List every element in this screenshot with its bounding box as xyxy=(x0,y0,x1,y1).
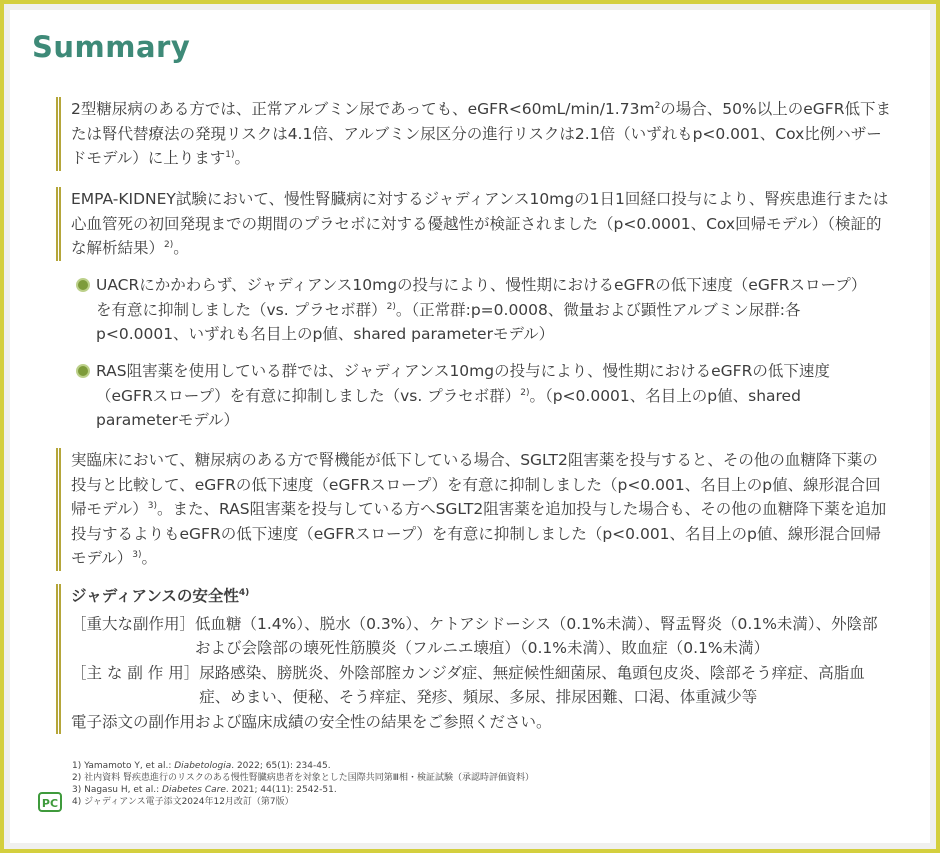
ref3-journal: Diabetes Care xyxy=(162,785,226,795)
summary-paragraph-3 xyxy=(56,448,893,571)
reference-4: 4) ジャディアンス電子添文2024年12月改訂（第7版） xyxy=(72,797,294,807)
p3-text2: 。また、RAS阻害薬を投与している方へSGLT2阻害薬を追加投与した場合も、その他の血糖降下薬を追加投与するよりもeGFRの低下速度（eGFRスロープ）を有意に抑制しました（p<0.001、名目上のp値、線形混合回帰モデル） xyxy=(71,500,887,567)
p2-end: 。 xyxy=(173,239,189,257)
ref3-authors: 3) Nagasu H, et al.: xyxy=(72,785,163,795)
b2-ref: 2) xyxy=(520,387,530,398)
reference-1 xyxy=(72,760,534,772)
p1-sup: 2 xyxy=(654,101,661,111)
p3-ref: 3) xyxy=(147,501,157,511)
safety-footer: 電子添文の副作用および臨床成績の安全性の結果をご参照ください。 xyxy=(71,712,552,731)
safety-heading-text: ジャディアンスの安全性 xyxy=(71,587,239,605)
b1-end: 。（正常群:p=0.0008、微量および顕性アルブミン尿群:各p<0.0001、いずれも名目上のp値、shared parameterモデル） xyxy=(96,300,801,343)
ref3-details: . 2021; 44(11): 2542-51. xyxy=(225,785,337,795)
pc-logo-icon xyxy=(38,792,62,812)
b1-text: UACRにかかわらず、ジャディアンス10mgの投与により、慢性期におけるeGFRの低下速度（eGFRスロープ）を有意に抑制しました（vs. プラセボ群） xyxy=(96,276,867,319)
page-title: Summary xyxy=(32,30,191,64)
bullet-uacr xyxy=(76,273,878,347)
bullet-ras xyxy=(76,359,878,433)
main-label: ［主 な 副 作 用］ xyxy=(71,663,200,682)
references xyxy=(72,760,534,808)
ref1-details: . 2022; 65(1): 234-45. xyxy=(231,761,331,771)
b1-ref: 2) xyxy=(386,301,396,312)
p3-end: 。 xyxy=(141,549,157,567)
safety-section xyxy=(56,584,893,734)
safety-ref: 4) xyxy=(238,588,250,598)
p1-end: 。 xyxy=(234,149,250,167)
reference-2: 2) 社内資料 腎疾患進行のリスクのある慢性腎臓病患者を対象とした国際共同第Ⅲ相・検証試験（承認時評価資料） xyxy=(72,773,534,783)
pc-logo-text: PC xyxy=(41,797,59,810)
serious-adverse-row xyxy=(71,612,893,661)
b2-end: 。（p<0.0001、名目上のp値、shared parameterモデル） xyxy=(96,386,801,429)
p2-text: EMPA-KIDNEY試験において、慢性腎臓病に対するジャディアンス10mgの1日1回経口投与により、腎疾患進行または心血管死の初回発現までの期間のプラセボに対する優越性が検証されました（p<0.0001、Cox回帰モデル）（検証的な解析結果） xyxy=(71,190,889,257)
main-text: 尿路感染、膀胱炎、外陰部腟カンジダ症、無症候性細菌尿、亀頭包皮炎、陰部そう痒症、高脂血症、めまい、便秘、そう痒症、発疹、頻尿、多尿、排尿困難、口渇、体重減少等 xyxy=(199,663,865,706)
p1-ref: 1) xyxy=(225,150,235,160)
reference-3 xyxy=(72,784,534,796)
serious-label: ［重大な副作用］ xyxy=(71,614,196,633)
p2-ref: 2) xyxy=(164,240,174,250)
p3-ref2: 3) xyxy=(132,550,142,560)
ref1-journal: Diabetologia xyxy=(174,761,232,771)
b2-text: RAS阻害薬を使用している群では、ジャディアンス10mgの投与により、慢性期におけるeGFRの低下速度（eGFRスロープ）を有意に抑制しました（vs. プラセボ群） xyxy=(96,362,830,405)
summary-paragraph-1 xyxy=(56,97,893,171)
ref1-authors: 1) Yamamoto Y, et al.: xyxy=(72,761,175,771)
serious-text: 低血糖（1.4%）、脱水（0.3%）、ケトアシドーシス（0.1%未満）、腎盂腎炎（0.1%未満）、外陰部および会陰部の壊死性筋膜炎（フルニエ壊疽）（0.1%未満）、敗血症（0.1%未満） xyxy=(195,614,878,657)
bullet-dot-icon xyxy=(76,364,90,378)
main-adverse-row xyxy=(71,661,893,710)
p3-text: 実臨床において、糖尿病のある方で腎機能が低下している場合、SGLT2阻害薬を投与すると、その他の血糖降下薬の投与と比較して、eGFRの低下速度（eGFRスロープ）を有意に抑制しました（p<0.001、名目上のp値、線形混合回帰モデル） xyxy=(71,451,881,518)
p1-text2: の場合、50%以上のeGFR低下または腎代替療法の発現リスクは4.1倍、アルブミン尿区分の進行リスクは2.1倍（いずれもp<0.001、Cox比例ハザードモデル）に上ります xyxy=(71,100,891,167)
bullet-dot-icon xyxy=(76,278,90,292)
summary-paragraph-2 xyxy=(56,187,893,261)
p1-text: 2型糖尿病のある方では、正常アルブミン尿であっても、eGFR<60mL/min/1.73m xyxy=(71,100,655,118)
safety-heading xyxy=(71,584,893,609)
